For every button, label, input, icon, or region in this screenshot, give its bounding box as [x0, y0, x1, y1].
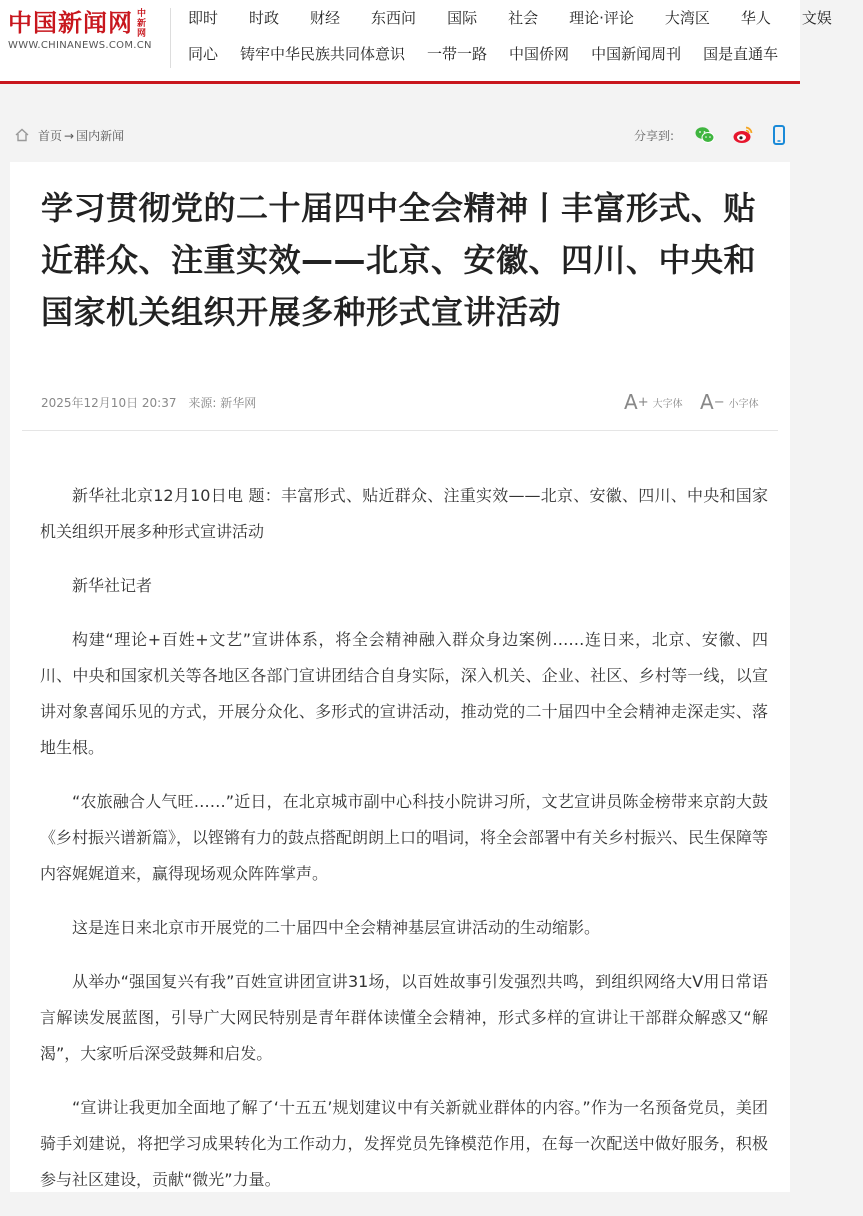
breadcrumb-home[interactable]: 首页 [38, 129, 63, 143]
nav-row-primary [188, 2, 863, 32]
breadcrumb [38, 127, 124, 144]
article-title: 学习贯彻党的二十届四中全会精神丨丰富形式、贴近群众、注重实效——北京、安徽、四川、中央和国家机关组织开展多种形式宣讲活动 [41, 189, 757, 331]
nav-divider [170, 8, 171, 68]
article-source[interactable]: 新华网 [220, 396, 257, 410]
nav-item[interactable]: 中国新闻周刊 [591, 44, 682, 63]
source-label: 来源: [188, 396, 217, 410]
nav-item[interactable]: 大湾区 [664, 8, 710, 27]
logo-tag: 中新网 [135, 8, 145, 38]
nav-item[interactable]: 时政 [249, 8, 280, 27]
nav-item[interactable]: 一带一路 [427, 44, 488, 63]
article-paragraph: “宣讲让我更加全面地了解了‘十五五’规划建议中有关新就业群体的内容。”作为一名预备党员，美团骑手刘建说，将把学习成果转化为工作动力，发挥党员先锋模范作用，在每一次配送中做好服务，积极参与社区建设，贡献“微光”力量。 [40, 1098, 768, 1189]
breadcrumb-arrow: → [64, 129, 75, 143]
font-large-button[interactable]: A + 大字体 [624, 390, 683, 414]
font-large-icon: A [624, 390, 638, 414]
nav-item[interactable]: 理论·评论 [569, 8, 634, 27]
article-paragraph: 这是连日来北京市开展党的二十届四中全会精神基层宣讲活动的生动缩影。 [72, 918, 601, 937]
home-icon[interactable] [14, 127, 30, 143]
breadcrumb-section[interactable]: 国内新闻 [76, 129, 125, 143]
article-datetime: 2025年12月10日 20:37 [41, 396, 177, 410]
article-card [10, 162, 790, 1192]
article-paragraph: 新华社记者 [72, 576, 153, 595]
nav-item[interactable]: 即时 [188, 8, 219, 27]
article-paragraph: “农旅融合人气旺……”近日，在北京城市副中心科技小院讲习所，文艺宣讲员陈金榜带来京韵大鼓《乡村振兴谱新篇》，以铿锵有力的鼓点搭配朗朗上口的唱词，将全会部署中有关乡村振兴、民生保障等内容娓娓道来，赢得现场观众阵阵掌声。 [40, 792, 769, 883]
font-small-icon: A [700, 390, 714, 414]
nav-item[interactable]: 国际 [447, 8, 478, 27]
nav-item[interactable]: 中国侨网 [509, 44, 570, 63]
nav-item[interactable]: 同心 [188, 44, 219, 63]
nav-item[interactable]: 国是直通车 [703, 44, 779, 63]
top-navigation [0, 0, 832, 84]
weibo-icon[interactable] [732, 124, 754, 146]
font-small-label: 小字体 [728, 398, 759, 410]
font-large-label: 大字体 [652, 398, 683, 410]
site-logo[interactable] [8, 8, 160, 70]
mobile-icon[interactable] [768, 124, 790, 146]
nav-item[interactable]: 东西问 [371, 8, 417, 27]
logo-url: WWW.CHINANEWS.COM.CN [8, 40, 152, 51]
article-paragraph: 构建“理论+百姓+文艺”宣讲体系，将全会精神融入群众身边案例……连日来，北京、安徽、四川、中央和国家机关等各地区各部门宣讲团结合自身实际，深入机关、企业、社区、乡村等一线，以宣讲对象喜闻乐见的方式，开展分众化、多形式的宣讲活动，推动党的二十届四中全会精神走深走实、落地生根。 [40, 630, 768, 757]
nav-item[interactable]: 文娱 [801, 8, 832, 27]
nav-item[interactable]: 社会 [508, 8, 539, 27]
font-small-button[interactable]: A − 小字体 [700, 390, 759, 414]
nav-item[interactable]: 铸牢中华民族共同体意识 [240, 44, 406, 63]
article-meta [41, 394, 256, 411]
share-label: 分享到: [634, 129, 675, 143]
nav-row-secondary [188, 38, 800, 68]
meta-divider [22, 430, 778, 431]
wechat-icon[interactable] [694, 124, 716, 146]
nav-item[interactable]: 华人 [740, 8, 771, 27]
breadcrumb-bar [0, 120, 800, 150]
article-body [40, 478, 768, 1216]
article-paragraph: 新华社北京12月10日电 题：丰富形式、贴近群众、注重实效——北京、安徽、四川、中央和国家机关组织开展多种形式宣讲活动 [40, 486, 768, 541]
article-paragraph: 从举办“强国复兴有我”百姓宣讲团宣讲31场，以百姓故事引发强烈共鸣，到组织网络大V用日常语言解读发展蓝图，引导广大网民特别是青年群体读懂全会精神，形式多样的宣讲让干部群众解惑又“解渴”，大家听后深受鼓舞和启发。 [40, 972, 768, 1063]
logo-name: 中国新闻网 [8, 8, 133, 37]
nav-item[interactable]: 财经 [310, 8, 341, 27]
